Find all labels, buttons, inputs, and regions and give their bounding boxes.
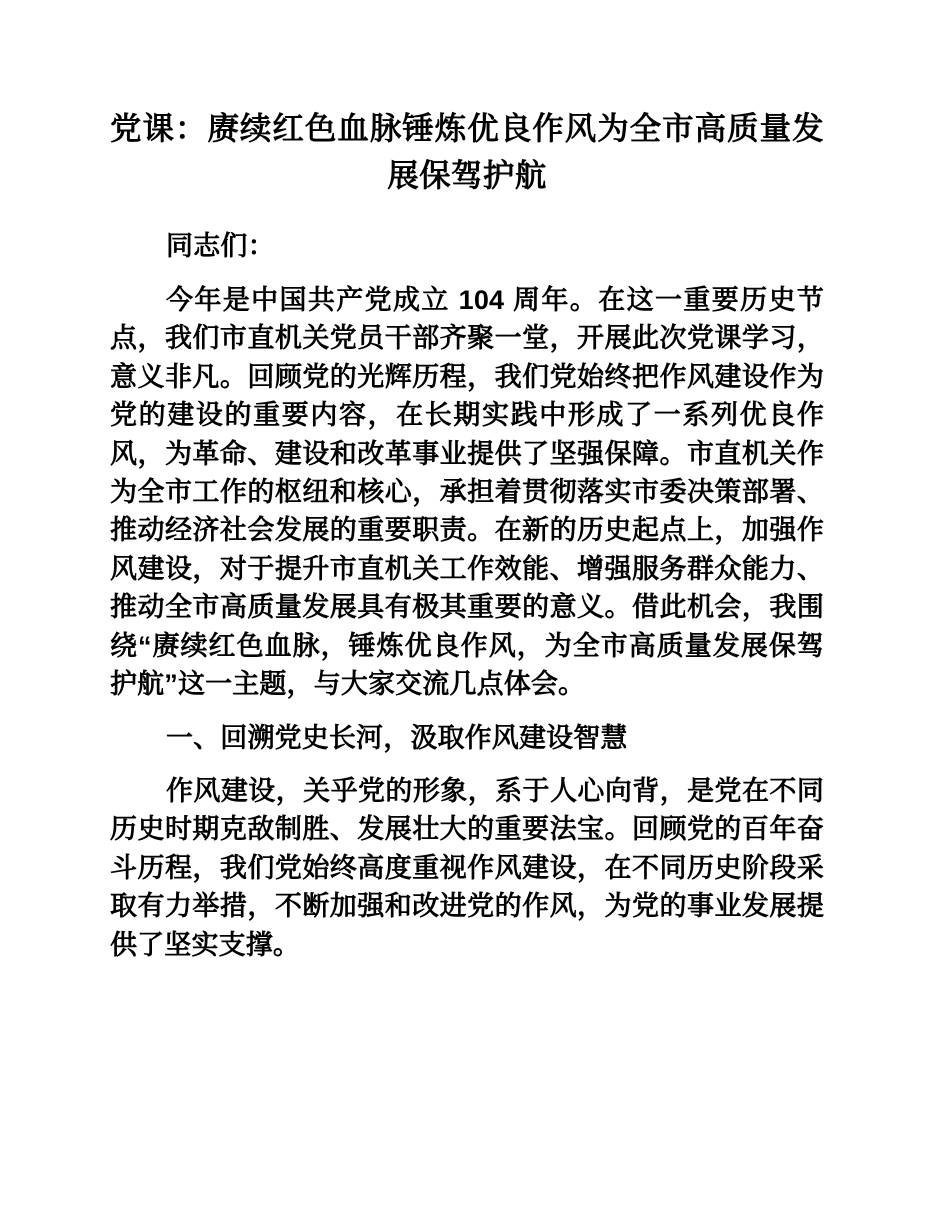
intro-paragraph: 今年是中国共产党成立 104 周年。在这一重要历史节点，我们市直机关党员干部齐聚一堂，开展此次党课学习，意义非凡。回顾党的光辉历程，我们党始终把作风建设作为党的建设的重要内容，在长期实践中形成了一系列优良作风，为革命、建设和改革事业提供了坚强保障。市直机关作为全市工作的枢纽和核心，承担着贯彻落实市委决策部署、推动经济社会发展的重要职责。在新的历史起点上，加强作风建设，对于提升市直机关工作效能、增强服务群众能力、推动全市高质量发展具有极其重要的意义。借此机会，我围绕“赓续红色血脉，锤炼优良作风，为全市高质量发展保驾护航”这一主题，与大家交流几点体会。 xyxy=(110,285,824,700)
section-heading-1: 一、回溯党史长河，汲取作风建设智慧 xyxy=(166,723,628,754)
salutation-line: 同志们： xyxy=(166,231,275,261)
page-title: 党课：赓续红色血脉锤炼优良作风为全市高质量发展保驾护航 xyxy=(110,110,824,193)
document-body xyxy=(110,0,824,964)
section-1-paragraph-1: 作风建设，关乎党的形象，系于人心向背，是党在不同历史时期克敌制胜、发展壮大的重要法宝。回顾党的百年奋斗历程，我们党始终高度重视作风建设，在不同历史阶段采取有力举措，不断加强和改进党的作风，为党的事业发展提供了坚实支撑。 xyxy=(110,775,824,960)
